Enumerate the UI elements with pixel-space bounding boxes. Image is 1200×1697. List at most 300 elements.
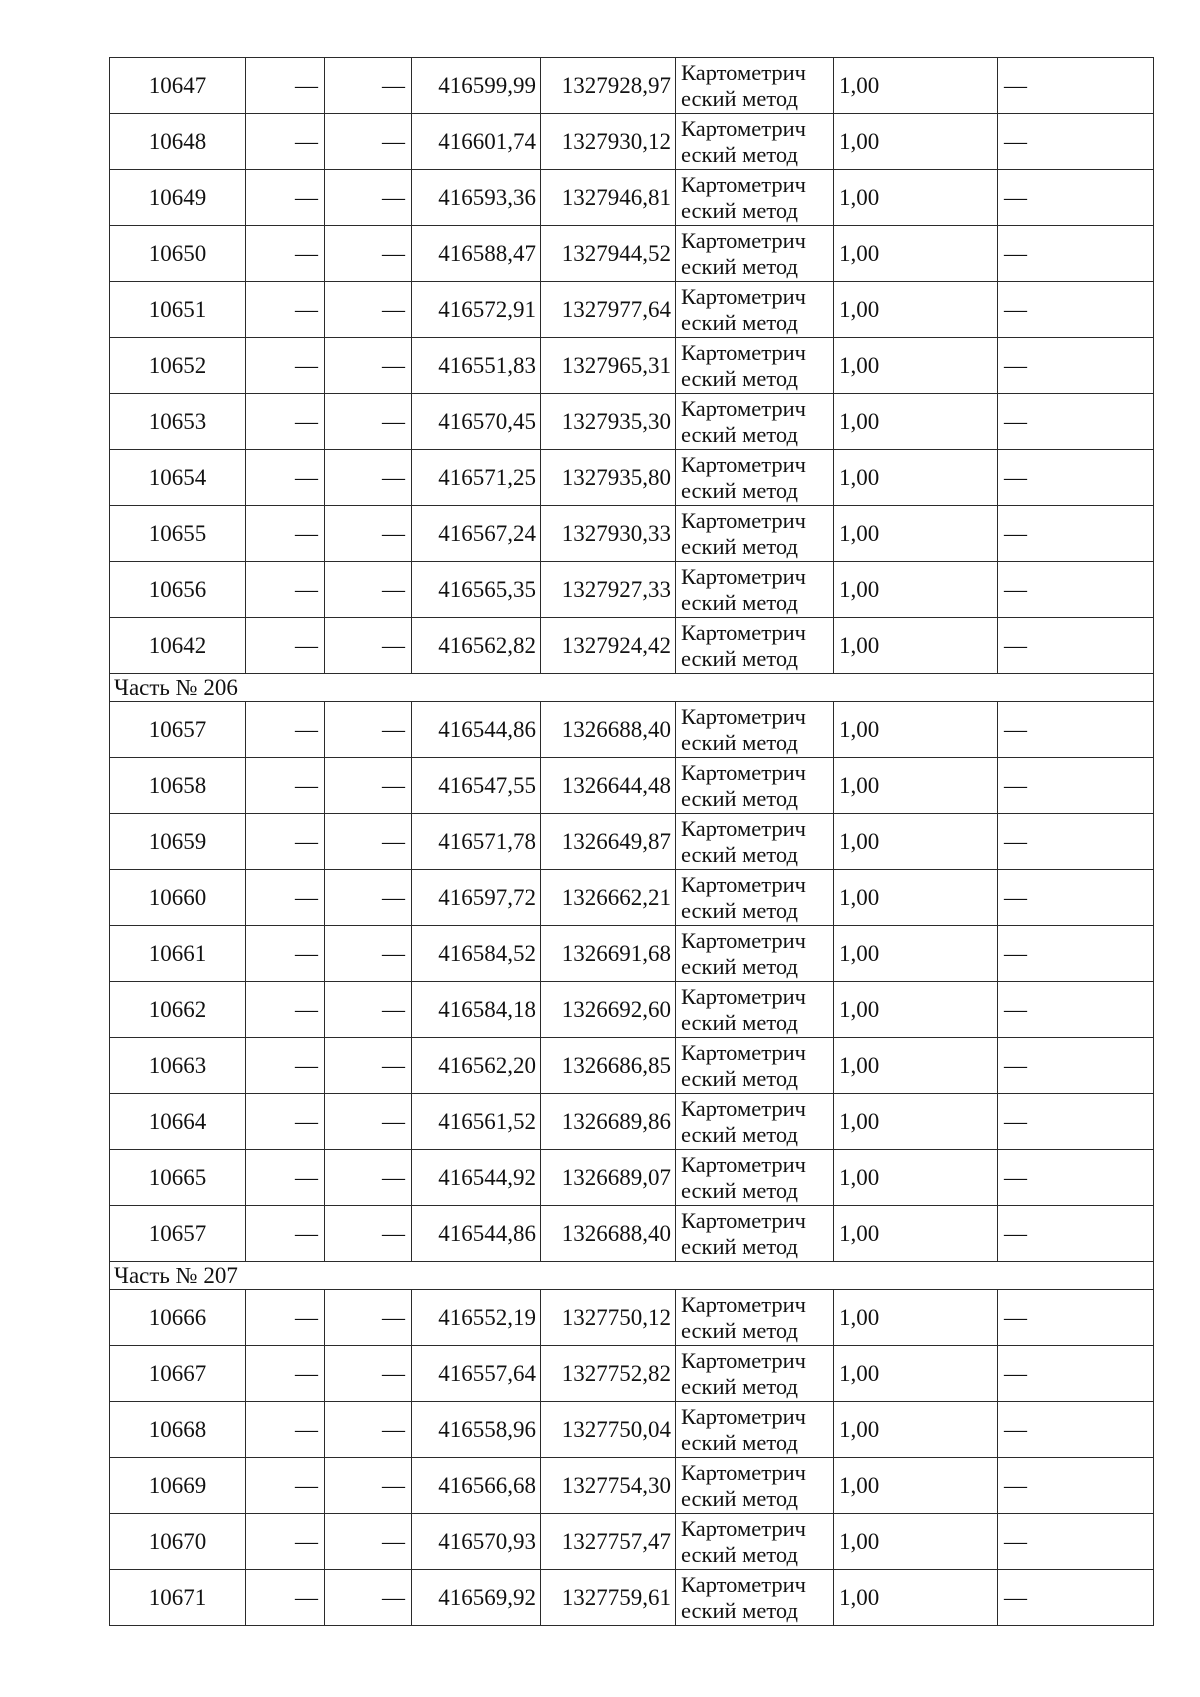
empty-cell-col3: — <box>325 1458 412 1514</box>
accuracy-cell: 1,00 <box>834 1290 998 1346</box>
x-coordinate-cell: 416565,35 <box>412 562 541 618</box>
accuracy-cell: 1,00 <box>834 1346 998 1402</box>
method-line-2: еский метод <box>681 1429 798 1455</box>
point-number-cell: 10661 <box>110 926 246 982</box>
accuracy-cell: 1,00 <box>834 450 998 506</box>
y-coordinate-cell: 1327927,33 <box>541 562 676 618</box>
method-line-2: еский метод <box>681 421 798 447</box>
empty-cell-col2: — <box>246 1570 325 1626</box>
empty-cell-col3: — <box>325 394 412 450</box>
method-cell <box>676 562 834 618</box>
point-number-cell: 10642 <box>110 618 246 674</box>
empty-cell-col2: — <box>246 58 325 114</box>
description-cell: — <box>998 926 1154 982</box>
method-line-1: Картометрич <box>681 1571 806 1597</box>
empty-cell-col2: — <box>246 1458 325 1514</box>
y-coordinate-cell: 1326689,07 <box>541 1150 676 1206</box>
y-coordinate-cell: 1327946,81 <box>541 170 676 226</box>
y-coordinate-cell: 1327935,30 <box>541 394 676 450</box>
part-label: Часть № 206 <box>110 674 1154 702</box>
x-coordinate-cell: 416561,52 <box>412 1094 541 1150</box>
coordinates-table <box>109 57 1154 1626</box>
method-cell <box>676 58 834 114</box>
x-coordinate-cell: 416544,86 <box>412 702 541 758</box>
method-line-1: Картометрич <box>681 1403 806 1429</box>
method-line-1: Картометрич <box>681 339 806 365</box>
x-coordinate-cell: 416557,64 <box>412 1346 541 1402</box>
method-line-2: еский метод <box>681 1065 798 1091</box>
description-cell: — <box>998 814 1154 870</box>
method-cell <box>676 226 834 282</box>
method-line-2: еский метод <box>681 1597 798 1623</box>
method-line-2: еский метод <box>681 1121 798 1147</box>
accuracy-cell: 1,00 <box>834 226 998 282</box>
description-cell: — <box>998 1514 1154 1570</box>
point-number-cell: 10656 <box>110 562 246 618</box>
method-line-2: еский метод <box>681 841 798 867</box>
y-coordinate-cell: 1326691,68 <box>541 926 676 982</box>
method-line-1: Картометрич <box>681 703 806 729</box>
y-coordinate-cell: 1326688,40 <box>541 702 676 758</box>
method-line-1: Картометрич <box>681 983 806 1009</box>
description-cell: — <box>998 506 1154 562</box>
y-coordinate-cell: 1327757,47 <box>541 1514 676 1570</box>
empty-cell-col2: — <box>246 450 325 506</box>
method-line-2: еский метод <box>681 1373 798 1399</box>
method-line-1: Картометрич <box>681 115 806 141</box>
point-number-cell: 10657 <box>110 702 246 758</box>
accuracy-cell: 1,00 <box>834 814 998 870</box>
method-line-2: еский метод <box>681 1485 798 1511</box>
description-cell: — <box>998 1458 1154 1514</box>
empty-cell-col2: — <box>246 562 325 618</box>
method-line-2: еский метод <box>681 1177 798 1203</box>
empty-cell-col2: — <box>246 870 325 926</box>
accuracy-cell: 1,00 <box>834 982 998 1038</box>
empty-cell-col3: — <box>325 1290 412 1346</box>
y-coordinate-cell: 1327759,61 <box>541 1570 676 1626</box>
empty-cell-col2: — <box>246 758 325 814</box>
y-coordinate-cell: 1326688,40 <box>541 1206 676 1262</box>
table-row <box>110 618 1154 674</box>
x-coordinate-cell: 416558,96 <box>412 1402 541 1458</box>
empty-cell-col3: — <box>325 926 412 982</box>
y-coordinate-cell: 1327930,33 <box>541 506 676 562</box>
y-coordinate-cell: 1327752,82 <box>541 1346 676 1402</box>
empty-cell-col3: — <box>325 702 412 758</box>
method-cell <box>676 170 834 226</box>
method-cell <box>676 1514 834 1570</box>
x-coordinate-cell: 416593,36 <box>412 170 541 226</box>
accuracy-cell: 1,00 <box>834 870 998 926</box>
x-coordinate-cell: 416544,92 <box>412 1150 541 1206</box>
x-coordinate-cell: 416584,52 <box>412 926 541 982</box>
point-number-cell: 10650 <box>110 226 246 282</box>
method-line-1: Картометрич <box>681 1459 806 1485</box>
empty-cell-col2: — <box>246 814 325 870</box>
empty-cell-col3: — <box>325 1402 412 1458</box>
x-coordinate-cell: 416562,20 <box>412 1038 541 1094</box>
method-cell <box>676 1346 834 1402</box>
y-coordinate-cell: 1326644,48 <box>541 758 676 814</box>
empty-cell-col2: — <box>246 226 325 282</box>
x-coordinate-cell: 416601,74 <box>412 114 541 170</box>
point-number-cell: 10669 <box>110 1458 246 1514</box>
accuracy-cell: 1,00 <box>834 562 998 618</box>
table-row <box>110 226 1154 282</box>
x-coordinate-cell: 416552,19 <box>412 1290 541 1346</box>
point-number-cell: 10658 <box>110 758 246 814</box>
y-coordinate-cell: 1327928,97 <box>541 58 676 114</box>
accuracy-cell: 1,00 <box>834 1402 998 1458</box>
method-line-2: еский метод <box>681 897 798 923</box>
empty-cell-col2: — <box>246 114 325 170</box>
table-row <box>110 394 1154 450</box>
method-cell <box>676 814 834 870</box>
empty-cell-col3: — <box>325 1346 412 1402</box>
empty-cell-col3: — <box>325 562 412 618</box>
method-line-2: еский метод <box>681 785 798 811</box>
method-line-2: еский метод <box>681 1009 798 1035</box>
empty-cell-col3: — <box>325 814 412 870</box>
method-line-1: Картометрич <box>681 1291 806 1317</box>
empty-cell-col2: — <box>246 1150 325 1206</box>
method-cell <box>676 1402 834 1458</box>
method-line-1: Картометрич <box>681 871 806 897</box>
method-line-1: Картометрич <box>681 507 806 533</box>
y-coordinate-cell: 1326686,85 <box>541 1038 676 1094</box>
table-row <box>110 758 1154 814</box>
method-cell <box>676 618 834 674</box>
empty-cell-col3: — <box>325 758 412 814</box>
y-coordinate-cell: 1326692,60 <box>541 982 676 1038</box>
x-coordinate-cell: 416588,47 <box>412 226 541 282</box>
y-coordinate-cell: 1327930,12 <box>541 114 676 170</box>
point-number-cell: 10662 <box>110 982 246 1038</box>
point-number-cell: 10651 <box>110 282 246 338</box>
description-cell: — <box>998 1570 1154 1626</box>
method-line-1: Картометрич <box>681 619 806 645</box>
description-cell: — <box>998 1150 1154 1206</box>
method-line-1: Картометрич <box>681 395 806 421</box>
x-coordinate-cell: 416562,82 <box>412 618 541 674</box>
method-line-1: Картометрич <box>681 1095 806 1121</box>
x-coordinate-cell: 416551,83 <box>412 338 541 394</box>
empty-cell-col2: — <box>246 926 325 982</box>
table-row <box>110 282 1154 338</box>
method-line-1: Картометрич <box>681 227 806 253</box>
table-row <box>110 1038 1154 1094</box>
point-number-cell: 10655 <box>110 506 246 562</box>
method-cell <box>676 982 834 1038</box>
method-line-1: Картометрич <box>681 1207 806 1233</box>
method-line-2: еский метод <box>681 365 798 391</box>
method-cell <box>676 282 834 338</box>
empty-cell-col2: — <box>246 282 325 338</box>
description-cell: — <box>998 870 1154 926</box>
method-line-2: еский метод <box>681 253 798 279</box>
empty-cell-col3: — <box>325 506 412 562</box>
x-coordinate-cell: 416566,68 <box>412 1458 541 1514</box>
point-number-cell: 10663 <box>110 1038 246 1094</box>
empty-cell-col3: — <box>325 450 412 506</box>
table-row <box>110 1094 1154 1150</box>
part-header-row <box>110 674 1154 702</box>
x-coordinate-cell: 416572,91 <box>412 282 541 338</box>
table-row <box>110 1514 1154 1570</box>
table-row <box>110 870 1154 926</box>
x-coordinate-cell: 416544,86 <box>412 1206 541 1262</box>
description-cell: — <box>998 618 1154 674</box>
accuracy-cell: 1,00 <box>834 170 998 226</box>
y-coordinate-cell: 1327924,42 <box>541 618 676 674</box>
point-number-cell: 10665 <box>110 1150 246 1206</box>
description-cell: — <box>998 394 1154 450</box>
empty-cell-col3: — <box>325 1150 412 1206</box>
accuracy-cell: 1,00 <box>834 282 998 338</box>
empty-cell-col3: — <box>325 226 412 282</box>
method-line-2: еский метод <box>681 1541 798 1567</box>
accuracy-cell: 1,00 <box>834 702 998 758</box>
point-number-cell: 10649 <box>110 170 246 226</box>
empty-cell-col3: — <box>325 982 412 1038</box>
method-line-2: еский метод <box>681 85 798 111</box>
description-cell: — <box>998 1038 1154 1094</box>
point-number-cell: 10653 <box>110 394 246 450</box>
table-row <box>110 58 1154 114</box>
x-coordinate-cell: 416571,25 <box>412 450 541 506</box>
point-number-cell: 10664 <box>110 1094 246 1150</box>
description-cell: — <box>998 114 1154 170</box>
table-body <box>110 58 1154 1626</box>
empty-cell-col3: — <box>325 1570 412 1626</box>
table-row <box>110 114 1154 170</box>
y-coordinate-cell: 1327754,30 <box>541 1458 676 1514</box>
point-number-cell: 10652 <box>110 338 246 394</box>
accuracy-cell: 1,00 <box>834 506 998 562</box>
empty-cell-col3: — <box>325 114 412 170</box>
empty-cell-col2: — <box>246 702 325 758</box>
empty-cell-col3: — <box>325 1038 412 1094</box>
table-row <box>110 1206 1154 1262</box>
table-row <box>110 338 1154 394</box>
table-row <box>110 170 1154 226</box>
empty-cell-col3: — <box>325 618 412 674</box>
accuracy-cell: 1,00 <box>834 1150 998 1206</box>
x-coordinate-cell: 416569,92 <box>412 1570 541 1626</box>
y-coordinate-cell: 1326662,21 <box>541 870 676 926</box>
y-coordinate-cell: 1326649,87 <box>541 814 676 870</box>
table-row <box>110 926 1154 982</box>
accuracy-cell: 1,00 <box>834 1094 998 1150</box>
method-cell <box>676 1038 834 1094</box>
x-coordinate-cell: 416584,18 <box>412 982 541 1038</box>
accuracy-cell: 1,00 <box>834 394 998 450</box>
empty-cell-col2: — <box>246 1514 325 1570</box>
method-line-2: еский метод <box>681 589 798 615</box>
y-coordinate-cell: 1327750,04 <box>541 1402 676 1458</box>
part-label: Часть № 207 <box>110 1262 1154 1290</box>
x-coordinate-cell: 416547,55 <box>412 758 541 814</box>
empty-cell-col2: — <box>246 1402 325 1458</box>
point-number-cell: 10659 <box>110 814 246 870</box>
method-cell <box>676 1150 834 1206</box>
point-number-cell: 10666 <box>110 1290 246 1346</box>
method-line-1: Картометрич <box>681 1039 806 1065</box>
method-line-1: Картометрич <box>681 451 806 477</box>
empty-cell-col2: — <box>246 1290 325 1346</box>
accuracy-cell: 1,00 <box>834 1514 998 1570</box>
table-row <box>110 1290 1154 1346</box>
method-cell <box>676 870 834 926</box>
empty-cell-col3: — <box>325 282 412 338</box>
empty-cell-col2: — <box>246 394 325 450</box>
method-line-1: Картометрич <box>681 1515 806 1541</box>
accuracy-cell: 1,00 <box>834 1206 998 1262</box>
method-cell <box>676 1094 834 1150</box>
method-line-2: еский метод <box>681 477 798 503</box>
method-line-2: еский метод <box>681 1317 798 1343</box>
table-row <box>110 702 1154 758</box>
method-line-2: еский метод <box>681 197 798 223</box>
method-cell <box>676 1206 834 1262</box>
table-row <box>110 450 1154 506</box>
x-coordinate-cell: 416597,72 <box>412 870 541 926</box>
description-cell: — <box>998 450 1154 506</box>
table-row <box>110 1570 1154 1626</box>
empty-cell-col2: — <box>246 1346 325 1402</box>
x-coordinate-cell: 416567,24 <box>412 506 541 562</box>
table-row <box>110 1150 1154 1206</box>
point-number-cell: 10671 <box>110 1570 246 1626</box>
method-line-1: Картометрич <box>681 759 806 785</box>
point-number-cell: 10647 <box>110 58 246 114</box>
point-number-cell: 10657 <box>110 1206 246 1262</box>
empty-cell-col2: — <box>246 170 325 226</box>
accuracy-cell: 1,00 <box>834 926 998 982</box>
accuracy-cell: 1,00 <box>834 58 998 114</box>
accuracy-cell: 1,00 <box>834 1570 998 1626</box>
point-number-cell: 10660 <box>110 870 246 926</box>
description-cell: — <box>998 1290 1154 1346</box>
point-number-cell: 10668 <box>110 1402 246 1458</box>
method-cell <box>676 450 834 506</box>
description-cell: — <box>998 982 1154 1038</box>
method-line-1: Картометрич <box>681 1347 806 1373</box>
description-cell: — <box>998 170 1154 226</box>
method-line-1: Картометрич <box>681 59 806 85</box>
empty-cell-col3: — <box>325 1514 412 1570</box>
method-line-2: еский метод <box>681 645 798 671</box>
part-header-row <box>110 1262 1154 1290</box>
table-row <box>110 1458 1154 1514</box>
description-cell: — <box>998 282 1154 338</box>
method-cell <box>676 1290 834 1346</box>
table-row <box>110 562 1154 618</box>
method-cell <box>676 1570 834 1626</box>
y-coordinate-cell: 1327944,52 <box>541 226 676 282</box>
method-line-1: Картометрич <box>681 171 806 197</box>
table-row <box>110 982 1154 1038</box>
method-cell <box>676 114 834 170</box>
point-number-cell: 10667 <box>110 1346 246 1402</box>
empty-cell-col3: — <box>325 58 412 114</box>
y-coordinate-cell: 1327750,12 <box>541 1290 676 1346</box>
method-line-2: еский метод <box>681 729 798 755</box>
description-cell: — <box>998 1402 1154 1458</box>
accuracy-cell: 1,00 <box>834 618 998 674</box>
description-cell: — <box>998 758 1154 814</box>
method-cell <box>676 702 834 758</box>
x-coordinate-cell: 416570,45 <box>412 394 541 450</box>
empty-cell-col3: — <box>325 170 412 226</box>
method-line-2: еский метод <box>681 141 798 167</box>
method-cell <box>676 506 834 562</box>
empty-cell-col2: — <box>246 1038 325 1094</box>
description-cell: — <box>998 702 1154 758</box>
method-cell <box>676 394 834 450</box>
point-number-cell: 10648 <box>110 114 246 170</box>
description-cell: — <box>998 338 1154 394</box>
description-cell: — <box>998 562 1154 618</box>
accuracy-cell: 1,00 <box>834 114 998 170</box>
method-line-2: еский метод <box>681 953 798 979</box>
empty-cell-col2: — <box>246 1206 325 1262</box>
method-cell <box>676 926 834 982</box>
method-line-1: Картометрич <box>681 1151 806 1177</box>
empty-cell-col2: — <box>246 1094 325 1150</box>
x-coordinate-cell: 416599,99 <box>412 58 541 114</box>
accuracy-cell: 1,00 <box>834 1458 998 1514</box>
accuracy-cell: 1,00 <box>834 338 998 394</box>
method-cell <box>676 1458 834 1514</box>
description-cell: — <box>998 58 1154 114</box>
x-coordinate-cell: 416571,78 <box>412 814 541 870</box>
table-row <box>110 814 1154 870</box>
empty-cell-col2: — <box>246 338 325 394</box>
method-line-2: еский метод <box>681 1233 798 1259</box>
method-line-1: Картометрич <box>681 815 806 841</box>
empty-cell-col3: — <box>325 1206 412 1262</box>
point-number-cell: 10670 <box>110 1514 246 1570</box>
method-cell <box>676 758 834 814</box>
method-cell <box>676 338 834 394</box>
description-cell: — <box>998 1346 1154 1402</box>
description-cell: — <box>998 226 1154 282</box>
method-line-1: Картометрич <box>681 927 806 953</box>
empty-cell-col3: — <box>325 870 412 926</box>
table-row <box>110 1402 1154 1458</box>
method-line-2: еский метод <box>681 533 798 559</box>
empty-cell-col2: — <box>246 982 325 1038</box>
empty-cell-col2: — <box>246 506 325 562</box>
empty-cell-col3: — <box>325 1094 412 1150</box>
empty-cell-col3: — <box>325 338 412 394</box>
empty-cell-col2: — <box>246 618 325 674</box>
y-coordinate-cell: 1327965,31 <box>541 338 676 394</box>
accuracy-cell: 1,00 <box>834 1038 998 1094</box>
y-coordinate-cell: 1326689,86 <box>541 1094 676 1150</box>
description-cell: — <box>998 1206 1154 1262</box>
x-coordinate-cell: 416570,93 <box>412 1514 541 1570</box>
table-row <box>110 1346 1154 1402</box>
accuracy-cell: 1,00 <box>834 758 998 814</box>
method-line-1: Картометрич <box>681 563 806 589</box>
table-row <box>110 506 1154 562</box>
point-number-cell: 10654 <box>110 450 246 506</box>
method-line-2: еский метод <box>681 309 798 335</box>
method-line-1: Картометрич <box>681 283 806 309</box>
